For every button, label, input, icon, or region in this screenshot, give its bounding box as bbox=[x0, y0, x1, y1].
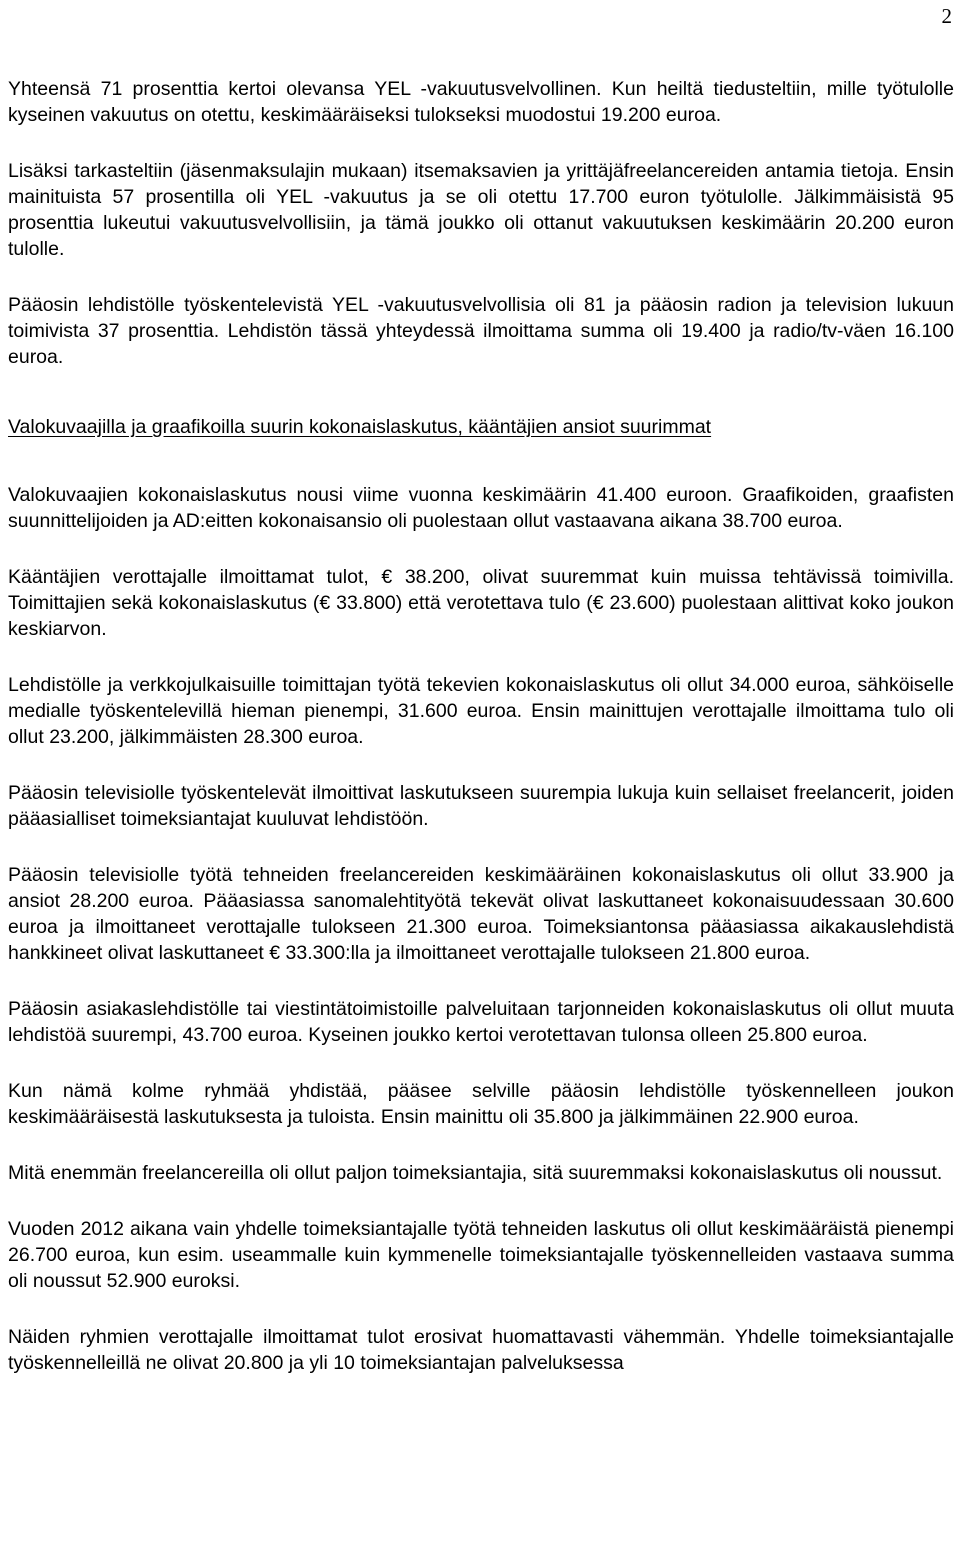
paragraph-year-2012: Vuoden 2012 aikana vain yhdelle toimeksiantajalle työtä tehneiden laskutus oli ollut keskimääräistä pienempi 26.700 euroa, kun esim. useammalle kuin kymmenelle toimeksiantajalle työskennelleiden vastaava summa oli noussut 52.900 euroksi. bbox=[8, 1218, 954, 1292]
paragraph-yel-press-radio: Pääosin lehdistölle työskentelevistä YEL -vakuutusvelvollisia oli 81 ja pääosin radion ja television lukuun toimivista 37 prosenttia. Lehdistön tässä yhteydessä ilmoittama summa oli 19.400 ja radio/tv-väen 16.100 euroa. bbox=[8, 294, 954, 368]
paragraph-tax-income-differences: Näiden ryhmien verottajalle ilmoittamat tulot erosivat huomattavasti vähemmän. Yhdelle toimeksiantajalle työskennelleillä ne olivat 20.800 ja yli 10 toimeksiantajan palveluksessa bbox=[8, 1326, 954, 1374]
paragraph-customer-magazines: Pääosin asiakaslehdistölle tai viestintätoimistoille palveluitaan tarjonneiden kokonaislaskutus oli ollut muuta lehdistöä suurempi, 43.700 euroa. Kyseinen joukko kertoi verotettavan tulonsa olleen 25.800 euroa. bbox=[8, 998, 954, 1046]
paragraph-yel-membership: Lisäksi tarkasteltiin (jäsenmaksulajin mukaan) itsemaksavien ja yrittäjäfreelancereiden antamia tietoja. Ensin mainituista 57 prosentilla oli YEL -vakuutus ja se oli otettu 17.700 euron työtulolle. Jälkimmäisistä 95 prosenttia lukeutui vakuutusvelvollisiin, ja tämä joukko oli ottanut vakuutuksen keskimäärin 20.200 euron tulolle. bbox=[8, 160, 954, 260]
paragraph-television-vs-press: Pääosin televisiolle työskentelevät ilmoittivat laskutukseen suurempia lukuja kuin sellaiset freelancerit, joiden pääasialliset toimeksiantajat kuuluvat lehdistöön. bbox=[8, 782, 954, 830]
paragraph-press-online: Lehdistölle ja verkkojulkaisuille toimittajan työtä tekevien kokonaislaskutus oli ollut 34.000 euroa, sähköiselle medialle työskentelevillä hieman pienempi, 31.600 euroa. Ensin mainittujen verottajalle ilmoittama tulo oli ollut 23.200, jälkimmäisten 28.300 euroa. bbox=[8, 674, 954, 748]
paragraph-yel-total: Yhteensä 71 prosenttia kertoi olevansa YEL -vakuutusvelvollinen. Kun heiltä tiedusteltiin, mille työtulolle kyseinen vakuutus on otettu, keskimääräiseksi tulokseksi muodostui 19.200 euroa. bbox=[8, 78, 954, 126]
paragraph-photographers: Valokuvaajien kokonaislaskutus nousi viime vuonna keskimäärin 41.400 euroon. Graafikoiden, graafisten suunnittelijoiden ja AD:eitten kokonaisansio oli puolestaan ollut vastaavana aikana 38.700 euroa. bbox=[8, 484, 954, 532]
paragraph-many-clients: Mitä enemmän freelancereilla oli ollut paljon toimeksiantajia, sitä suuremmaksi kokonaislaskutus oli noussut. bbox=[8, 1162, 943, 1184]
page-number: 2 bbox=[941, 4, 952, 28]
paragraph-combined-groups: Kun nämä kolme ryhmää yhdistää, pääsee selville pääosin lehdistölle työskennelleen joukon keskimääräisestä laskutuksesta ja tuloista. Ensin mainittu oli 35.800 ja jälkimmäinen 22.900 euroa. bbox=[8, 1080, 954, 1128]
section-heading: Valokuvaajilla ja graafikoilla suurin kokonaislaskutus, kääntäjien ansiot suurimmat bbox=[8, 416, 712, 438]
paragraph-television-freelancers: Pääosin televisiolle työtä tehneiden freelancereiden keskimääräinen kokonaislaskutus oli ollut 33.900 ja ansiot 28.200 euroa. Pääasiassa sanomalehtityötä tekevät olivat laskuttaneet kokonaisuudessaan 30.600 euroa ja ilmoittaneet verottajalle tulokseen 21.300 euroa. Toimeksiantonsa pääasiassa aikakauslehdistä hankkineet olivat laskuttaneet € 33.300:lla ja ilmoittaneet verottajalle tulokseen 21.800 euroa. bbox=[8, 864, 954, 964]
paragraph-translators: Kääntäjien verottajalle ilmoittamat tulot, € 38.200, olivat suuremmat kuin muissa tehtävissä toimivilla. Toimittajien sekä kokonaislaskutus (€ 33.800) että verotettava tulo (€ 23.600) puolestaan alittivat koko joukon keskiarvon. bbox=[8, 566, 954, 640]
